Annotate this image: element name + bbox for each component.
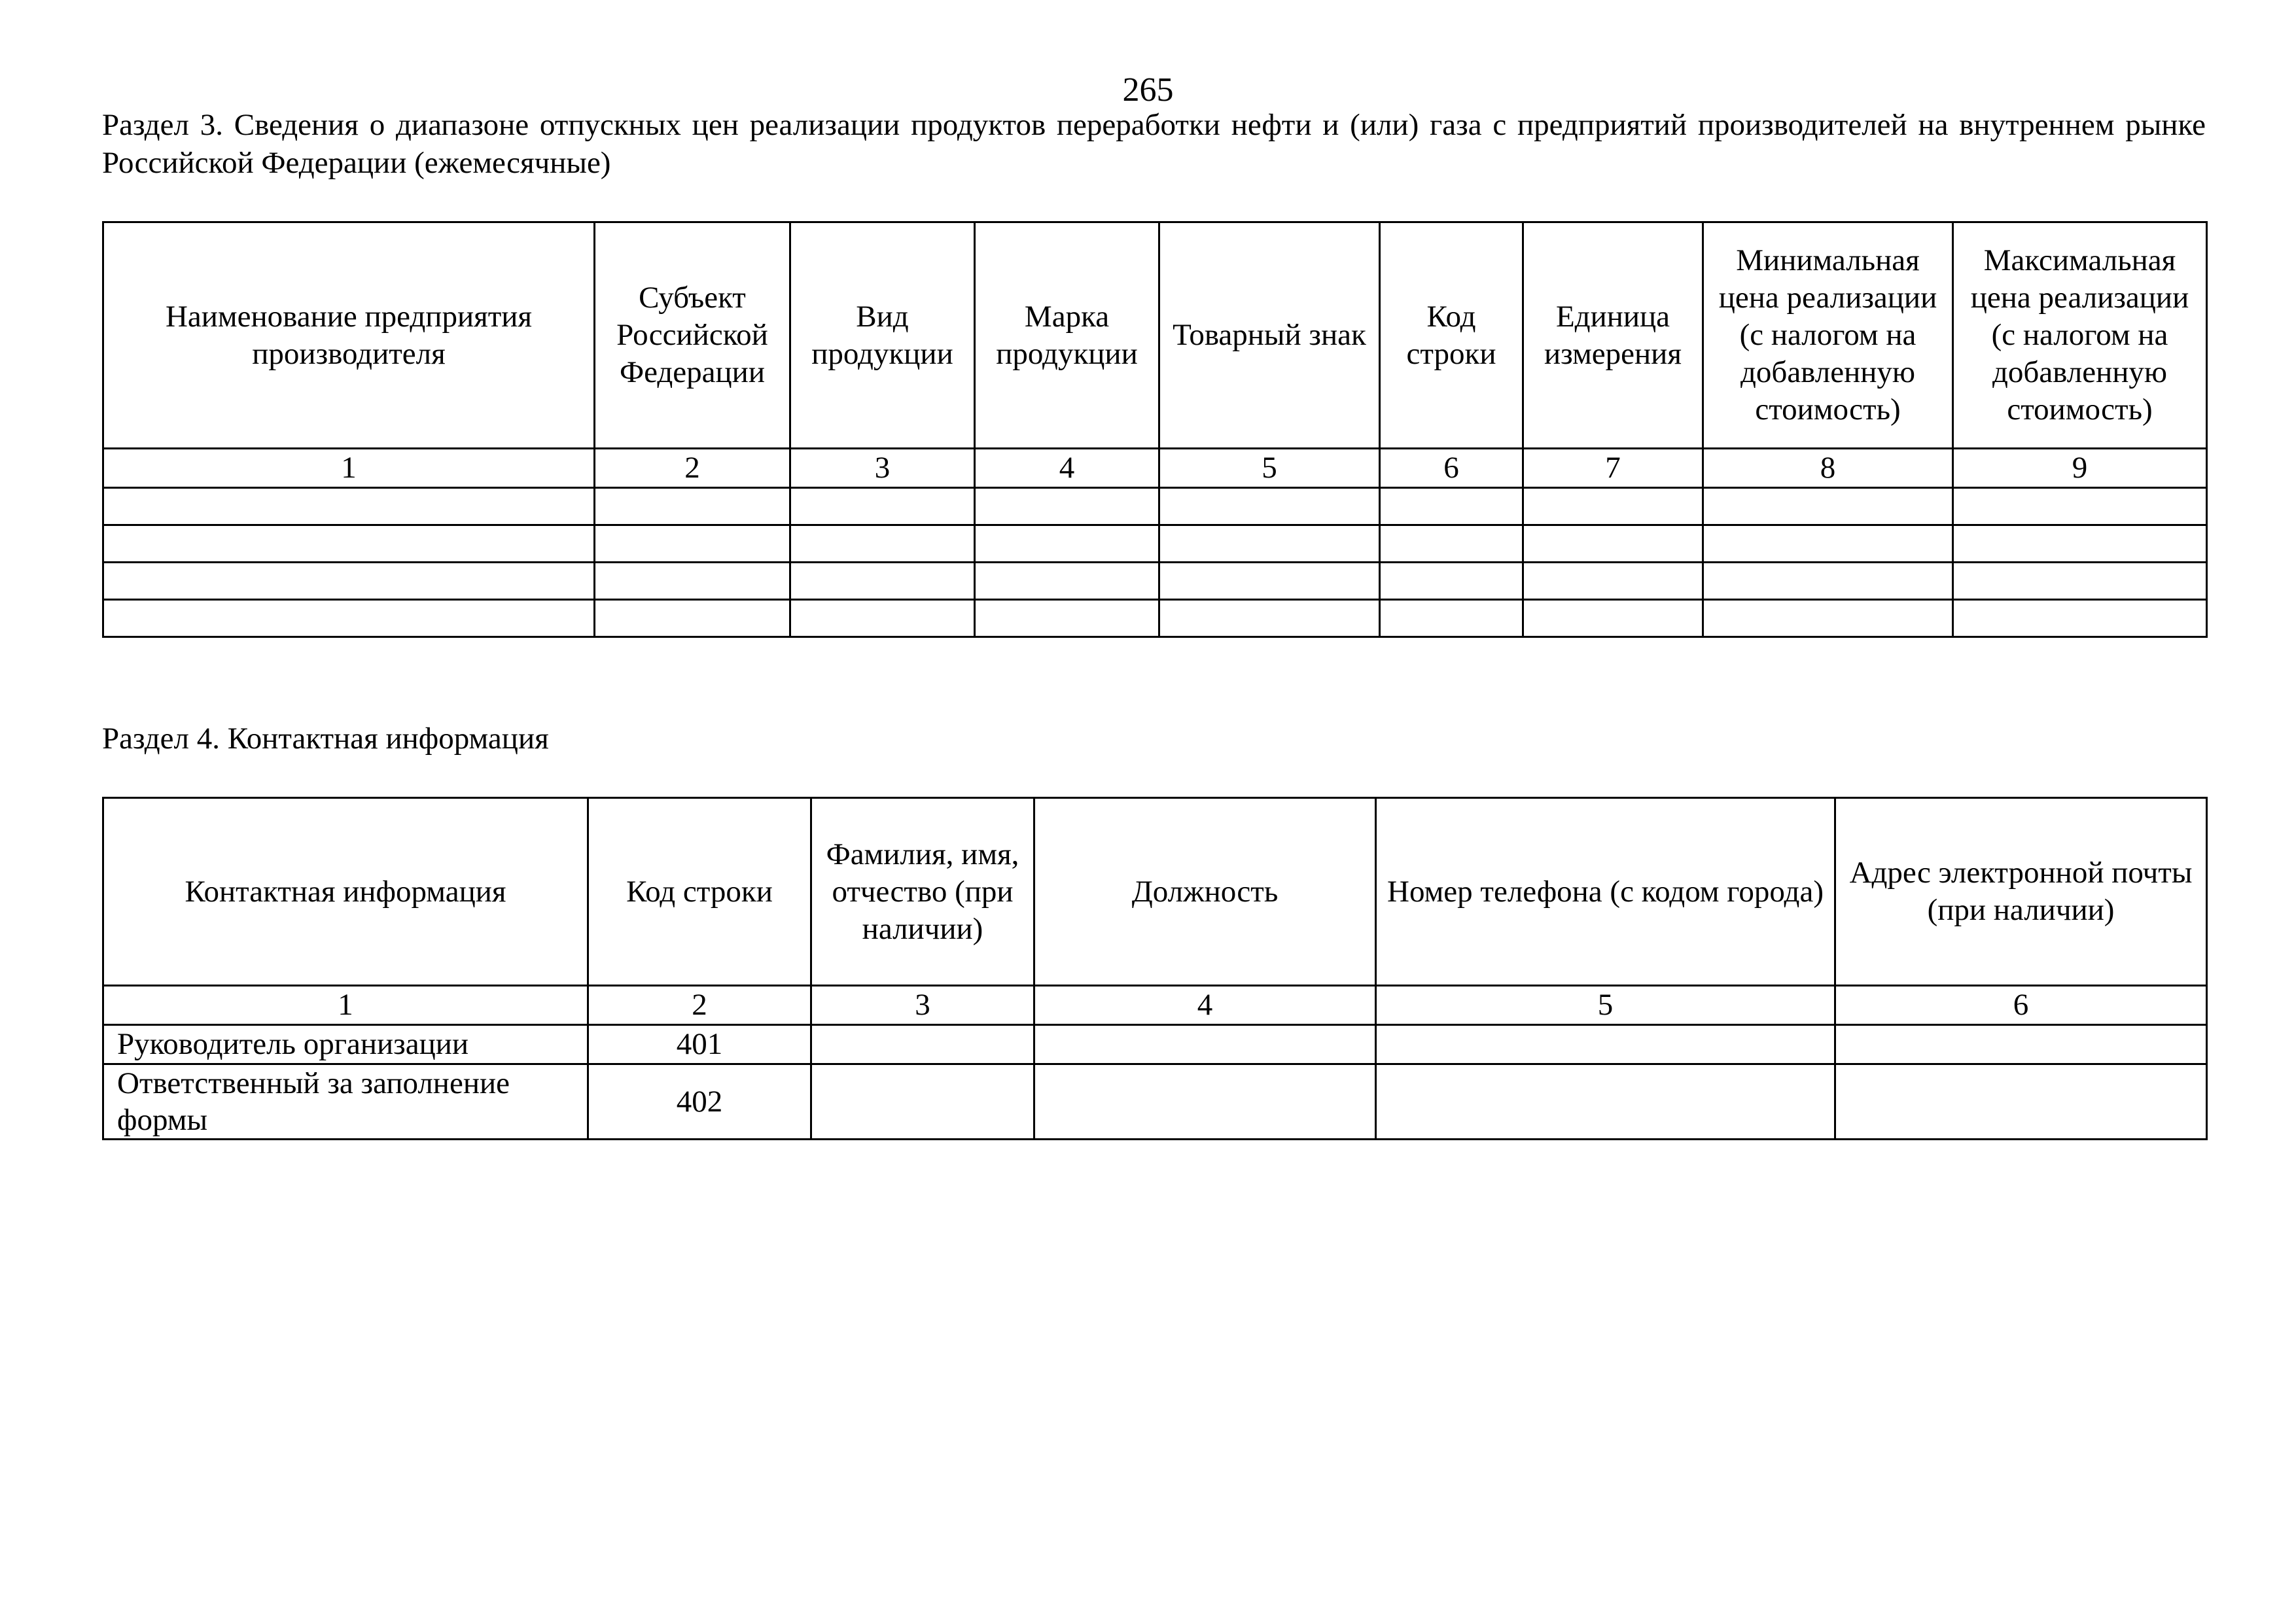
column-number-cell: 1 bbox=[103, 449, 595, 488]
empty-input-cell[interactable] bbox=[1703, 488, 1953, 525]
column-number-cell: 3 bbox=[811, 986, 1034, 1025]
empty-input-cell[interactable] bbox=[975, 488, 1159, 525]
column-number-cell: 6 bbox=[1835, 986, 2207, 1025]
email-field[interactable] bbox=[1835, 1025, 2207, 1064]
section4-header-cell: Код строки bbox=[588, 798, 811, 986]
empty-input-cell[interactable] bbox=[1523, 563, 1703, 600]
section4-title: Раздел 4. Контактная информация bbox=[102, 722, 549, 756]
section4-header-row bbox=[103, 798, 2207, 986]
section3-header-cell: Код строки bbox=[1380, 222, 1523, 449]
section3-empty-row bbox=[103, 488, 2207, 525]
empty-input-cell[interactable] bbox=[1159, 563, 1380, 600]
phone-field[interactable] bbox=[1376, 1025, 1835, 1064]
section3-header-cell: Минимальная цена реализации (с налогом на добавленную стоимость) bbox=[1703, 222, 1953, 449]
phone-field[interactable] bbox=[1376, 1064, 1835, 1140]
empty-input-cell[interactable] bbox=[1703, 600, 1953, 637]
section3-header-cell: Вид продукции bbox=[790, 222, 975, 449]
section4-header-cell: Контактная информация bbox=[103, 798, 588, 986]
empty-input-cell[interactable] bbox=[790, 488, 975, 525]
column-number-cell: 2 bbox=[595, 449, 790, 488]
position-field[interactable] bbox=[1034, 1064, 1376, 1140]
empty-input-cell[interactable] bbox=[595, 563, 790, 600]
contact-row-responsible bbox=[103, 1064, 2207, 1140]
section3-header-cell: Марка продукции bbox=[975, 222, 1159, 449]
section3-header-cell: Субъект Российской Федерации bbox=[595, 222, 790, 449]
section4-table bbox=[102, 797, 2208, 1140]
column-number-cell: 9 bbox=[1953, 449, 2207, 488]
email-field[interactable] bbox=[1835, 1064, 2207, 1140]
empty-input-cell[interactable] bbox=[103, 488, 595, 525]
empty-input-cell[interactable] bbox=[1380, 600, 1523, 637]
empty-input-cell[interactable] bbox=[1159, 525, 1380, 563]
section3-empty-row bbox=[103, 525, 2207, 563]
contact-row-code: 402 bbox=[588, 1064, 811, 1140]
empty-input-cell[interactable] bbox=[1953, 600, 2207, 637]
column-number-cell: 1 bbox=[103, 986, 588, 1025]
empty-input-cell[interactable] bbox=[1159, 488, 1380, 525]
empty-input-cell[interactable] bbox=[975, 563, 1159, 600]
empty-input-cell[interactable] bbox=[1953, 525, 2207, 563]
empty-input-cell[interactable] bbox=[103, 600, 595, 637]
column-number-cell: 2 bbox=[588, 986, 811, 1025]
contact-row-label: Руководитель организации bbox=[103, 1025, 588, 1064]
column-number-cell: 8 bbox=[1703, 449, 1953, 488]
empty-input-cell[interactable] bbox=[1953, 563, 2207, 600]
section3-header-cell: Наименование предприятия производителя bbox=[103, 222, 595, 449]
section3-title: Раздел 3. Сведения о диапазоне отпускных цен реализации продуктов переработки нефти и (или) газа с предприятий производителей на внутреннем рынке Российской Федерации (ежемесячные) bbox=[102, 108, 2206, 180]
empty-input-cell[interactable] bbox=[1703, 525, 1953, 563]
section4-header-cell: Номер телефона (с кодом города) bbox=[1376, 798, 1835, 986]
empty-input-cell[interactable] bbox=[1523, 525, 1703, 563]
section3-header-cell: Максимальная цена реализации (с налогом на добавленную стоимость) bbox=[1953, 222, 2207, 449]
empty-input-cell[interactable] bbox=[595, 488, 790, 525]
section3-empty-row bbox=[103, 563, 2207, 600]
empty-input-cell[interactable] bbox=[1380, 488, 1523, 525]
empty-input-cell[interactable] bbox=[595, 600, 790, 637]
section3-table bbox=[102, 221, 2208, 638]
column-number-cell: 4 bbox=[1034, 986, 1376, 1025]
contact-row-head bbox=[103, 1025, 2207, 1064]
contact-row-code: 401 bbox=[588, 1025, 811, 1064]
full-name-field[interactable] bbox=[811, 1025, 1034, 1064]
empty-input-cell[interactable] bbox=[103, 563, 595, 600]
section3-empty-row bbox=[103, 600, 2207, 637]
empty-input-cell[interactable] bbox=[790, 600, 975, 637]
section4-header-cell: Должность bbox=[1034, 798, 1376, 986]
section3-column-number-row bbox=[103, 449, 2207, 488]
column-number-cell: 5 bbox=[1159, 449, 1380, 488]
empty-input-cell[interactable] bbox=[1523, 600, 1703, 637]
page-number: 265 bbox=[1122, 71, 1174, 109]
section3-header-cell: Товарный знак bbox=[1159, 222, 1380, 449]
empty-input-cell[interactable] bbox=[1159, 600, 1380, 637]
empty-input-cell[interactable] bbox=[1523, 488, 1703, 525]
section4-header-cell: Адрес электронной почты (при наличии) bbox=[1835, 798, 2207, 986]
empty-input-cell[interactable] bbox=[595, 525, 790, 563]
column-number-cell: 3 bbox=[790, 449, 975, 488]
empty-input-cell[interactable] bbox=[1380, 525, 1523, 563]
section4-column-number-row bbox=[103, 986, 2207, 1025]
column-number-cell: 5 bbox=[1376, 986, 1835, 1025]
empty-input-cell[interactable] bbox=[790, 563, 975, 600]
empty-input-cell[interactable] bbox=[975, 525, 1159, 563]
empty-input-cell[interactable] bbox=[103, 525, 595, 563]
section4-header-cell: Фамилия, имя, отчество (при наличии) bbox=[811, 798, 1034, 986]
full-name-field[interactable] bbox=[811, 1064, 1034, 1140]
contact-row-label: Ответственный за заполнение формы bbox=[103, 1064, 588, 1140]
empty-input-cell[interactable] bbox=[975, 600, 1159, 637]
column-number-cell: 4 bbox=[975, 449, 1159, 488]
empty-input-cell[interactable] bbox=[790, 525, 975, 563]
column-number-cell: 6 bbox=[1380, 449, 1523, 488]
empty-input-cell[interactable] bbox=[1380, 563, 1523, 600]
section3-header-row bbox=[103, 222, 2207, 449]
empty-input-cell[interactable] bbox=[1953, 488, 2207, 525]
empty-input-cell[interactable] bbox=[1703, 563, 1953, 600]
column-number-cell: 7 bbox=[1523, 449, 1703, 488]
section3-header-cell: Единица измерения bbox=[1523, 222, 1703, 449]
position-field[interactable] bbox=[1034, 1025, 1376, 1064]
